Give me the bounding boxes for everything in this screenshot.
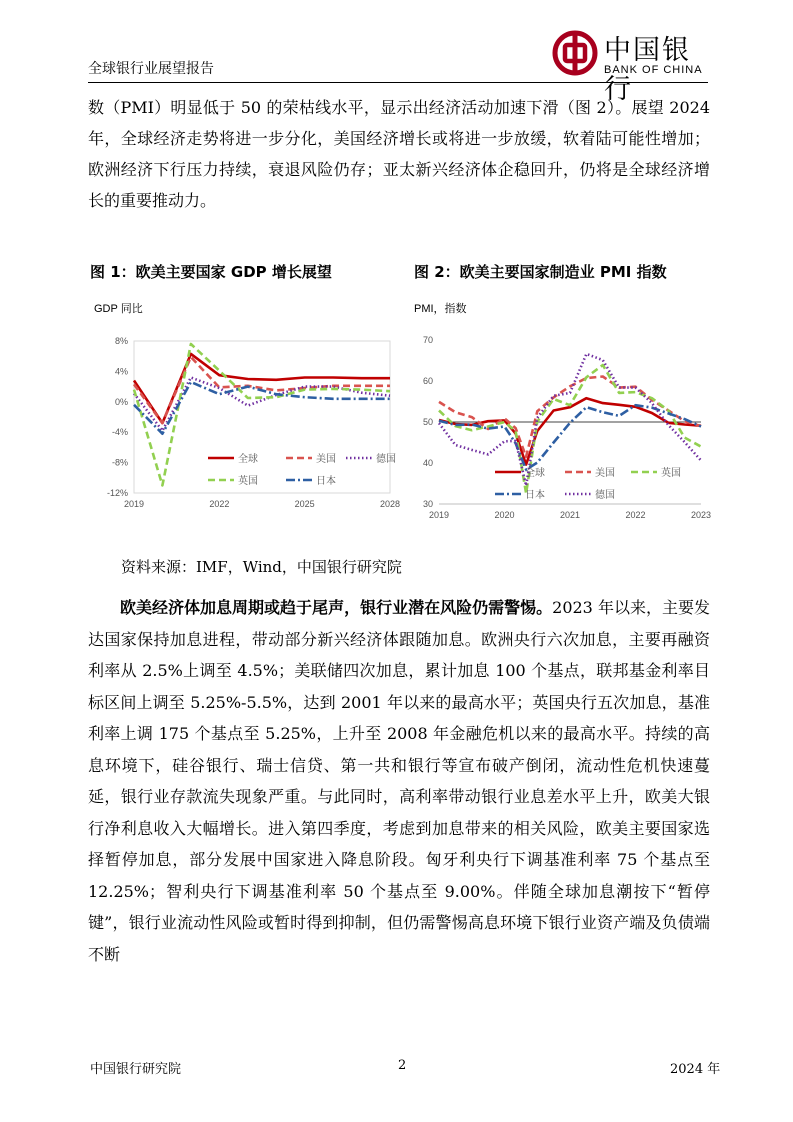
footer-year: 2024 年 <box>670 1062 721 1077</box>
x-tick-label: 2020 <box>494 510 515 520</box>
body-paragraph <box>88 592 710 970</box>
legend-label: 英国 <box>661 468 681 479</box>
figure-2-title: 图 2：欧美主要国家制造业 PMI 指数 <box>414 263 667 281</box>
figure-1-unit: GDP 同比 <box>94 303 143 315</box>
logo-english-name: BANK OF CHINA <box>604 64 703 76</box>
series-line-日本 <box>134 382 390 434</box>
gdp-growth-chart <box>90 326 400 526</box>
legend-label: 德国 <box>595 490 615 501</box>
y-tick-label: 4% <box>114 366 128 377</box>
legend-label: 全球 <box>238 454 258 465</box>
x-tick-label: 2019 <box>123 499 145 509</box>
logo-chinese-name: 中国银行 <box>604 35 691 105</box>
legend-label: 美国 <box>595 468 615 479</box>
bank-emblem-icon <box>552 30 598 76</box>
legend-label: 全球 <box>525 468 545 479</box>
y-tick-label: 60 <box>422 376 433 386</box>
x-tick-label: 2028 <box>379 499 400 509</box>
y-tick-label: 30 <box>422 499 433 509</box>
pmi-index-chart <box>405 326 715 532</box>
report-title: 全球银行业展望报告 <box>88 61 214 77</box>
y-tick-label: 8% <box>114 336 128 346</box>
series-line-美国 <box>439 377 701 457</box>
y-tick-label: 40 <box>422 458 433 468</box>
figure-1-title: 图 1：欧美主要国家 GDP 增长展望 <box>90 263 332 281</box>
page-number: 2 <box>398 1058 407 1073</box>
x-tick-label: 2021 <box>559 510 581 520</box>
legend-label: 德国 <box>376 454 396 465</box>
intro-paragraph: 数（PMI）明显低于 50 的荣枯线水平，显示出经济活动加速下滑（图 2）。展望 2024 年，全球经济走势将进一步分化，美国经济增长或将进一步放缓，软着陆可能性增加；欧洲经济下行压力持续，衰退风险仍存；亚太新兴经济体企稳回升，仍将是全球经济增长的重要推动力。 <box>88 98 710 210</box>
bank-logo <box>552 28 712 105</box>
y-tick-label: -8% <box>111 457 128 468</box>
legend-label: 日本 <box>316 476 336 487</box>
series-line-英国 <box>134 344 390 485</box>
series-line-德国 <box>134 378 390 431</box>
x-tick-label: 2023 <box>690 510 712 520</box>
figure-2-unit: PMI，指数 <box>414 303 467 315</box>
legend-label: 英国 <box>238 476 258 487</box>
series-line-日本 <box>439 405 701 469</box>
body-text: 2023 年以来，主要发达国家保持加息进程，带动部分新兴经济体跟随加息。欧洲央行六次加息，主要再融资利率从 2.5%上调至 4.5%；美联储四次加息，累计加息 100 个基点，联邦基金利率目标区间上调至 5.25%-5.5%，达到 2001 年以来的最高水平；英国央行五次加息，基准利率上调 175 个基点至 5.25%，上升至 2008 年金融危机以来的最高水平。持续的高息环境下，硅谷银行、瑞士信贷、第一共和银行等宣布破产倒闭，流动性危机快速蔓延，银行业存款流失现象严重。与此同时，高利率带动银行业息差水平上升，欧美大银行净利息收入大幅增长。进入第四季度，考虑到加息带来的相关风险，欧美主要国家选择暂停加息，部分发展中国家进入降息阶段。匈牙利央行下调基准利率 75 个基点至 12.25%；智利央行下调基准利率 50 个基点至 9.00%。伴随全球加息潮按下“暂停键”，银行业流动性风险或暂时得到抑制，但仍需警惕高息环境下银行业资产端及负债端不断 <box>88 598 710 964</box>
body-lead-sentence: 欧美经济体加息周期或趋于尾声，银行业潜在风险仍需警惕。 <box>120 598 553 617</box>
legend-label: 美国 <box>316 454 336 465</box>
series-line-全球 <box>439 398 701 464</box>
x-tick-label: 2022 <box>625 510 646 520</box>
y-tick-label: 0% <box>114 396 128 407</box>
data-source-note: 资料来源：IMF，Wind，中国银行研究院 <box>121 558 402 576</box>
y-tick-label: 50 <box>422 417 433 427</box>
y-tick-label: 70 <box>422 335 433 345</box>
x-tick-label: 2025 <box>294 499 315 509</box>
x-tick-label: 2019 <box>428 510 450 520</box>
y-tick-label: -4% <box>111 427 128 438</box>
footer-organization: 中国银行研究院 <box>90 1062 182 1077</box>
x-tick-label: 2022 <box>209 499 230 509</box>
legend-label: 日本 <box>525 490 545 501</box>
y-tick-label: -12% <box>106 488 128 498</box>
